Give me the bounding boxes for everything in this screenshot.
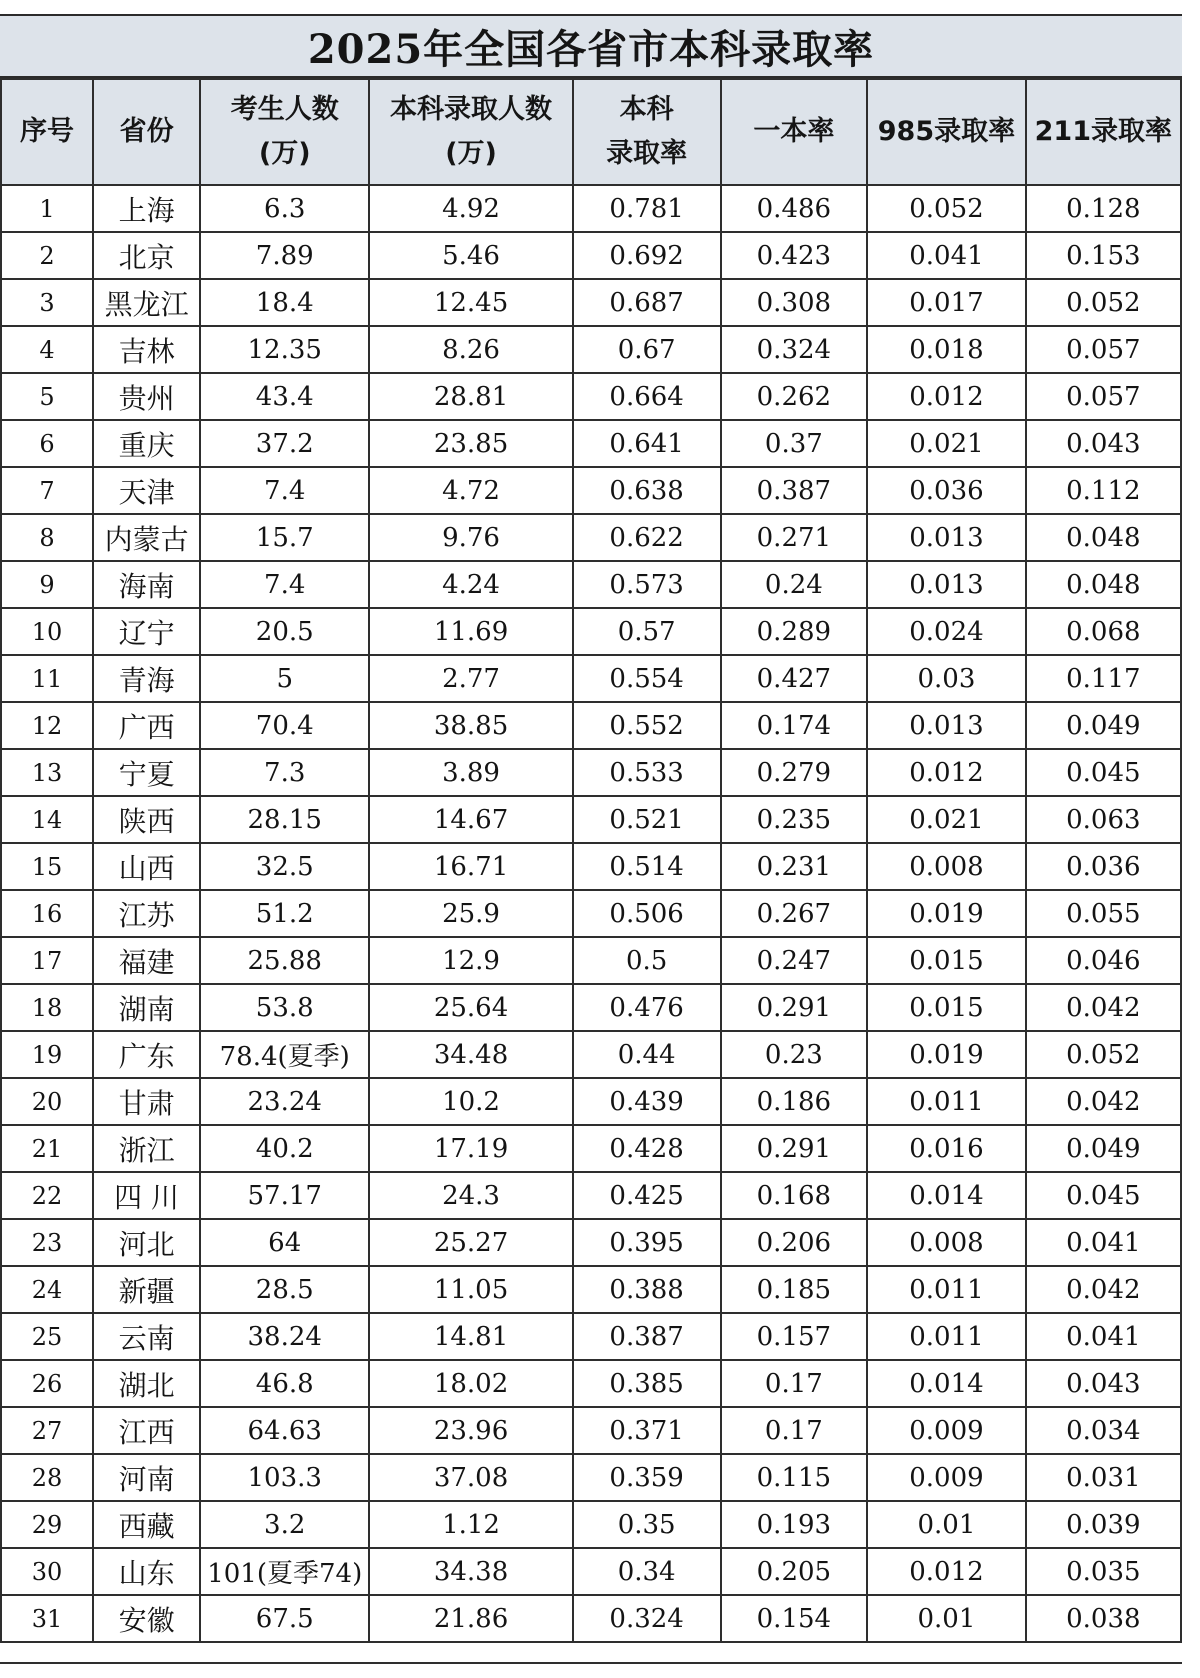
candidates-cell: 78.4(夏季) bbox=[200, 1031, 369, 1078]
admitted-cell: 23.85 bbox=[369, 420, 572, 467]
province-cell: 河南 bbox=[93, 1454, 200, 1501]
rate-985-cell: 0.024 bbox=[867, 608, 1025, 655]
row-index: 22 bbox=[1, 1172, 93, 1219]
row-index: 9 bbox=[1, 561, 93, 608]
table-row bbox=[1, 937, 1181, 984]
candidates-cell: 64.63 bbox=[200, 1407, 369, 1454]
table-row bbox=[1, 1172, 1181, 1219]
tier1-rate-cell: 0.23 bbox=[721, 1031, 868, 1078]
admitted-cell: 3.89 bbox=[369, 749, 572, 796]
table-row bbox=[1, 1125, 1181, 1172]
row-index: 12 bbox=[1, 702, 93, 749]
candidates-cell: 18.4 bbox=[200, 279, 369, 326]
rate-985-cell: 0.015 bbox=[867, 984, 1025, 1031]
row-index: 6 bbox=[1, 420, 93, 467]
province-cell: 辽宁 bbox=[93, 608, 200, 655]
candidates-cell: 20.5 bbox=[200, 608, 369, 655]
table-row bbox=[1, 984, 1181, 1031]
admission-rate-table bbox=[0, 78, 1182, 1643]
admission-rate-cell: 0.67 bbox=[573, 326, 721, 373]
row-index: 15 bbox=[1, 843, 93, 890]
rate-211-cell: 0.038 bbox=[1026, 1595, 1181, 1642]
candidates-cell: 70.4 bbox=[200, 702, 369, 749]
row-index: 29 bbox=[1, 1501, 93, 1548]
rate-211-cell: 0.046 bbox=[1026, 937, 1181, 984]
header-province: 省份 bbox=[93, 79, 200, 185]
tier1-rate-cell: 0.267 bbox=[721, 890, 868, 937]
header-tier1-rate: 一本率 bbox=[721, 79, 868, 185]
candidates-cell: 28.5 bbox=[200, 1266, 369, 1313]
tier1-rate-cell: 0.262 bbox=[721, 373, 868, 420]
rate-211-cell: 0.055 bbox=[1026, 890, 1181, 937]
province-cell: 浙江 bbox=[93, 1125, 200, 1172]
candidates-cell: 12.35 bbox=[200, 326, 369, 373]
rate-211-cell: 0.112 bbox=[1026, 467, 1181, 514]
tier1-rate-cell: 0.423 bbox=[721, 232, 868, 279]
rate-211-cell: 0.049 bbox=[1026, 1125, 1181, 1172]
admitted-cell: 25.27 bbox=[369, 1219, 572, 1266]
header-admission-rate: 本科 录取率 bbox=[573, 79, 721, 185]
tier1-rate-cell: 0.17 bbox=[721, 1360, 868, 1407]
table-row bbox=[1, 279, 1181, 326]
row-index: 16 bbox=[1, 890, 93, 937]
admitted-cell: 1.12 bbox=[369, 1501, 572, 1548]
row-index: 5 bbox=[1, 373, 93, 420]
rate-211-cell: 0.153 bbox=[1026, 232, 1181, 279]
tier1-rate-cell: 0.486 bbox=[721, 185, 868, 232]
tier1-rate-cell: 0.206 bbox=[721, 1219, 868, 1266]
rate-985-cell: 0.03 bbox=[867, 655, 1025, 702]
rate-211-cell: 0.042 bbox=[1026, 984, 1181, 1031]
province-cell: 西藏 bbox=[93, 1501, 200, 1548]
candidates-cell: 40.2 bbox=[200, 1125, 369, 1172]
tier1-rate-cell: 0.17 bbox=[721, 1407, 868, 1454]
table-row bbox=[1, 843, 1181, 890]
tier1-rate-cell: 0.168 bbox=[721, 1172, 868, 1219]
header-admitted: 本科录取人数 (万) bbox=[369, 79, 572, 185]
tier1-rate-cell: 0.247 bbox=[721, 937, 868, 984]
rate-211-cell: 0.043 bbox=[1026, 1360, 1181, 1407]
header-985-rate: 985录取率 bbox=[867, 79, 1025, 185]
row-index: 8 bbox=[1, 514, 93, 561]
admitted-cell: 25.64 bbox=[369, 984, 572, 1031]
row-index: 11 bbox=[1, 655, 93, 702]
rate-211-cell: 0.041 bbox=[1026, 1219, 1181, 1266]
admitted-cell: 18.02 bbox=[369, 1360, 572, 1407]
admission-rate-cell: 0.387 bbox=[573, 1313, 721, 1360]
rate-211-cell: 0.045 bbox=[1026, 749, 1181, 796]
candidates-cell: 28.15 bbox=[200, 796, 369, 843]
rate-985-cell: 0.021 bbox=[867, 796, 1025, 843]
province-cell: 江苏 bbox=[93, 890, 200, 937]
rate-985-cell: 0.01 bbox=[867, 1595, 1025, 1642]
tier1-rate-cell: 0.235 bbox=[721, 796, 868, 843]
tier1-rate-cell: 0.231 bbox=[721, 843, 868, 890]
province-cell: 广东 bbox=[93, 1031, 200, 1078]
table-row bbox=[1, 1031, 1181, 1078]
row-index: 17 bbox=[1, 937, 93, 984]
rate-985-cell: 0.019 bbox=[867, 1031, 1025, 1078]
admitted-cell: 37.08 bbox=[369, 1454, 572, 1501]
province-cell: 青海 bbox=[93, 655, 200, 702]
admitted-cell: 34.48 bbox=[369, 1031, 572, 1078]
candidates-cell: 46.8 bbox=[200, 1360, 369, 1407]
table-row bbox=[1, 514, 1181, 561]
province-cell: 甘肃 bbox=[93, 1078, 200, 1125]
candidates-cell: 23.24 bbox=[200, 1078, 369, 1125]
table-row bbox=[1, 326, 1181, 373]
tier1-rate-cell: 0.186 bbox=[721, 1078, 868, 1125]
header-row bbox=[1, 79, 1181, 185]
table-row bbox=[1, 1501, 1181, 1548]
tier1-rate-cell: 0.193 bbox=[721, 1501, 868, 1548]
row-index: 30 bbox=[1, 1548, 93, 1595]
row-index: 3 bbox=[1, 279, 93, 326]
admission-rate-cell: 0.554 bbox=[573, 655, 721, 702]
rate-985-cell: 0.018 bbox=[867, 326, 1025, 373]
province-cell: 安徽 bbox=[93, 1595, 200, 1642]
row-index: 13 bbox=[1, 749, 93, 796]
province-cell: 四 川 bbox=[93, 1172, 200, 1219]
row-index: 2 bbox=[1, 232, 93, 279]
tier1-rate-cell: 0.289 bbox=[721, 608, 868, 655]
rate-985-cell: 0.009 bbox=[867, 1407, 1025, 1454]
rate-211-cell: 0.048 bbox=[1026, 514, 1181, 561]
rate-985-cell: 0.014 bbox=[867, 1360, 1025, 1407]
admitted-cell: 14.67 bbox=[369, 796, 572, 843]
rate-985-cell: 0.013 bbox=[867, 561, 1025, 608]
table-row bbox=[1, 1219, 1181, 1266]
candidates-cell: 7.4 bbox=[200, 467, 369, 514]
admission-rate-cell: 0.552 bbox=[573, 702, 721, 749]
rate-211-cell: 0.041 bbox=[1026, 1313, 1181, 1360]
admission-rate-cell: 0.573 bbox=[573, 561, 721, 608]
admission-rate-cell: 0.44 bbox=[573, 1031, 721, 1078]
rate-985-cell: 0.015 bbox=[867, 937, 1025, 984]
province-cell: 海南 bbox=[93, 561, 200, 608]
province-cell: 山西 bbox=[93, 843, 200, 890]
rate-985-cell: 0.008 bbox=[867, 843, 1025, 890]
province-cell: 云南 bbox=[93, 1313, 200, 1360]
row-index: 23 bbox=[1, 1219, 93, 1266]
admitted-cell: 11.69 bbox=[369, 608, 572, 655]
admission-rate-cell: 0.514 bbox=[573, 843, 721, 890]
admission-rate-cell: 0.5 bbox=[573, 937, 721, 984]
row-index: 7 bbox=[1, 467, 93, 514]
admission-rate-cell: 0.428 bbox=[573, 1125, 721, 1172]
title-bar bbox=[0, 14, 1182, 78]
province-cell: 陕西 bbox=[93, 796, 200, 843]
admission-rate-cell: 0.371 bbox=[573, 1407, 721, 1454]
tier1-rate-cell: 0.324 bbox=[721, 326, 868, 373]
rate-211-cell: 0.042 bbox=[1026, 1078, 1181, 1125]
admission-rate-cell: 0.521 bbox=[573, 796, 721, 843]
table-row bbox=[1, 232, 1181, 279]
table-row bbox=[1, 655, 1181, 702]
candidates-cell: 64 bbox=[200, 1219, 369, 1266]
row-index: 19 bbox=[1, 1031, 93, 1078]
rate-211-cell: 0.057 bbox=[1026, 326, 1181, 373]
rate-985-cell: 0.013 bbox=[867, 514, 1025, 561]
table-row bbox=[1, 1360, 1181, 1407]
admission-rate-cell: 0.781 bbox=[573, 185, 721, 232]
admission-rate-cell: 0.359 bbox=[573, 1454, 721, 1501]
admitted-cell: 4.24 bbox=[369, 561, 572, 608]
candidates-cell: 57.17 bbox=[200, 1172, 369, 1219]
row-index: 24 bbox=[1, 1266, 93, 1313]
admission-rate-cell: 0.641 bbox=[573, 420, 721, 467]
tier1-rate-cell: 0.205 bbox=[721, 1548, 868, 1595]
row-index: 10 bbox=[1, 608, 93, 655]
admitted-cell: 2.77 bbox=[369, 655, 572, 702]
candidates-cell: 6.3 bbox=[200, 185, 369, 232]
table-title: 2025年全国各省市本科录取率 bbox=[307, 25, 875, 73]
row-index: 25 bbox=[1, 1313, 93, 1360]
tier1-rate-cell: 0.174 bbox=[721, 702, 868, 749]
candidates-cell: 32.5 bbox=[200, 843, 369, 890]
candidates-cell: 7.3 bbox=[200, 749, 369, 796]
row-index: 1 bbox=[1, 185, 93, 232]
province-cell: 上海 bbox=[93, 185, 200, 232]
admission-rate-cell: 0.395 bbox=[573, 1219, 721, 1266]
table-row bbox=[1, 749, 1181, 796]
table-row bbox=[1, 1595, 1181, 1642]
table-row bbox=[1, 702, 1181, 749]
table-row bbox=[1, 1548, 1181, 1595]
candidates-cell: 51.2 bbox=[200, 890, 369, 937]
admitted-cell: 34.38 bbox=[369, 1548, 572, 1595]
rate-211-cell: 0.031 bbox=[1026, 1454, 1181, 1501]
tier1-rate-cell: 0.154 bbox=[721, 1595, 868, 1642]
tier1-rate-cell: 0.115 bbox=[721, 1454, 868, 1501]
admission-rate-cell: 0.533 bbox=[573, 749, 721, 796]
admission-rate-cell: 0.425 bbox=[573, 1172, 721, 1219]
tier1-rate-cell: 0.387 bbox=[721, 467, 868, 514]
candidates-cell: 103.3 bbox=[200, 1454, 369, 1501]
rate-211-cell: 0.052 bbox=[1026, 1031, 1181, 1078]
admitted-cell: 14.81 bbox=[369, 1313, 572, 1360]
rate-211-cell: 0.057 bbox=[1026, 373, 1181, 420]
rate-985-cell: 0.052 bbox=[867, 185, 1025, 232]
table-row bbox=[1, 373, 1181, 420]
table-row bbox=[1, 1313, 1181, 1360]
admission-rate-cell: 0.664 bbox=[573, 373, 721, 420]
admission-rate-cell: 0.385 bbox=[573, 1360, 721, 1407]
candidates-cell: 5 bbox=[200, 655, 369, 702]
admission-rate-cell: 0.324 bbox=[573, 1595, 721, 1642]
rate-985-cell: 0.01 bbox=[867, 1501, 1025, 1548]
rate-985-cell: 0.021 bbox=[867, 420, 1025, 467]
candidates-cell: 7.89 bbox=[200, 232, 369, 279]
candidates-cell: 67.5 bbox=[200, 1595, 369, 1642]
row-index: 20 bbox=[1, 1078, 93, 1125]
row-index: 28 bbox=[1, 1454, 93, 1501]
tier1-rate-cell: 0.157 bbox=[721, 1313, 868, 1360]
admitted-cell: 9.76 bbox=[369, 514, 572, 561]
rate-211-cell: 0.042 bbox=[1026, 1266, 1181, 1313]
province-cell: 湖北 bbox=[93, 1360, 200, 1407]
rate-211-cell: 0.128 bbox=[1026, 185, 1181, 232]
row-index: 21 bbox=[1, 1125, 93, 1172]
rate-211-cell: 0.039 bbox=[1026, 1501, 1181, 1548]
tier1-rate-cell: 0.271 bbox=[721, 514, 868, 561]
candidates-cell: 101(夏季74) bbox=[200, 1548, 369, 1595]
admitted-cell: 23.96 bbox=[369, 1407, 572, 1454]
candidates-cell: 43.4 bbox=[200, 373, 369, 420]
admitted-cell: 5.46 bbox=[369, 232, 572, 279]
province-cell: 吉林 bbox=[93, 326, 200, 373]
admission-rate-cell: 0.439 bbox=[573, 1078, 721, 1125]
table-row bbox=[1, 1407, 1181, 1454]
rate-985-cell: 0.008 bbox=[867, 1219, 1025, 1266]
rate-985-cell: 0.041 bbox=[867, 232, 1025, 279]
rate-211-cell: 0.043 bbox=[1026, 420, 1181, 467]
admitted-cell: 17.19 bbox=[369, 1125, 572, 1172]
rate-211-cell: 0.035 bbox=[1026, 1548, 1181, 1595]
rate-985-cell: 0.012 bbox=[867, 1548, 1025, 1595]
admission-rate-cell: 0.506 bbox=[573, 890, 721, 937]
header-211-rate: 211录取率 bbox=[1026, 79, 1181, 185]
province-cell: 山东 bbox=[93, 1548, 200, 1595]
candidates-cell: 15.7 bbox=[200, 514, 369, 561]
admitted-cell: 10.2 bbox=[369, 1078, 572, 1125]
rate-211-cell: 0.117 bbox=[1026, 655, 1181, 702]
admission-rate-sheet bbox=[0, 14, 1182, 1664]
tier1-rate-cell: 0.291 bbox=[721, 1125, 868, 1172]
admission-rate-cell: 0.476 bbox=[573, 984, 721, 1031]
rate-985-cell: 0.017 bbox=[867, 279, 1025, 326]
admitted-cell: 11.05 bbox=[369, 1266, 572, 1313]
admitted-cell: 12.9 bbox=[369, 937, 572, 984]
candidates-cell: 3.2 bbox=[200, 1501, 369, 1548]
admission-rate-cell: 0.687 bbox=[573, 279, 721, 326]
province-cell: 贵州 bbox=[93, 373, 200, 420]
bottom-rule bbox=[0, 1662, 1182, 1664]
admitted-cell: 21.86 bbox=[369, 1595, 572, 1642]
rate-985-cell: 0.019 bbox=[867, 890, 1025, 937]
admitted-cell: 4.72 bbox=[369, 467, 572, 514]
table-row bbox=[1, 796, 1181, 843]
province-cell: 江西 bbox=[93, 1407, 200, 1454]
candidates-cell: 53.8 bbox=[200, 984, 369, 1031]
candidates-cell: 38.24 bbox=[200, 1313, 369, 1360]
province-cell: 北京 bbox=[93, 232, 200, 279]
rate-985-cell: 0.013 bbox=[867, 702, 1025, 749]
rate-985-cell: 0.011 bbox=[867, 1078, 1025, 1125]
admitted-cell: 38.85 bbox=[369, 702, 572, 749]
rate-211-cell: 0.052 bbox=[1026, 279, 1181, 326]
table-row bbox=[1, 467, 1181, 514]
admission-rate-cell: 0.638 bbox=[573, 467, 721, 514]
rate-985-cell: 0.011 bbox=[867, 1266, 1025, 1313]
tier1-rate-cell: 0.37 bbox=[721, 420, 868, 467]
tier1-rate-cell: 0.308 bbox=[721, 279, 868, 326]
rate-211-cell: 0.036 bbox=[1026, 843, 1181, 890]
province-cell: 广西 bbox=[93, 702, 200, 749]
province-cell: 天津 bbox=[93, 467, 200, 514]
candidates-cell: 7.4 bbox=[200, 561, 369, 608]
candidates-cell: 37.2 bbox=[200, 420, 369, 467]
tier1-rate-cell: 0.427 bbox=[721, 655, 868, 702]
admission-rate-cell: 0.34 bbox=[573, 1548, 721, 1595]
row-index: 31 bbox=[1, 1595, 93, 1642]
tier1-rate-cell: 0.185 bbox=[721, 1266, 868, 1313]
province-cell: 福建 bbox=[93, 937, 200, 984]
province-cell: 黑龙江 bbox=[93, 279, 200, 326]
admission-rate-cell: 0.388 bbox=[573, 1266, 721, 1313]
rate-985-cell: 0.012 bbox=[867, 749, 1025, 796]
row-index: 4 bbox=[1, 326, 93, 373]
table-row bbox=[1, 890, 1181, 937]
admitted-cell: 24.3 bbox=[369, 1172, 572, 1219]
row-index: 27 bbox=[1, 1407, 93, 1454]
admission-rate-cell: 0.35 bbox=[573, 1501, 721, 1548]
admission-rate-cell: 0.622 bbox=[573, 514, 721, 561]
tier1-rate-cell: 0.291 bbox=[721, 984, 868, 1031]
province-cell: 河北 bbox=[93, 1219, 200, 1266]
rate-211-cell: 0.049 bbox=[1026, 702, 1181, 749]
rate-985-cell: 0.014 bbox=[867, 1172, 1025, 1219]
province-cell: 重庆 bbox=[93, 420, 200, 467]
admitted-cell: 4.92 bbox=[369, 185, 572, 232]
province-cell: 新疆 bbox=[93, 1266, 200, 1313]
rate-985-cell: 0.011 bbox=[867, 1313, 1025, 1360]
table-row bbox=[1, 1454, 1181, 1501]
rate-985-cell: 0.016 bbox=[867, 1125, 1025, 1172]
rate-985-cell: 0.036 bbox=[867, 467, 1025, 514]
admission-rate-cell: 0.57 bbox=[573, 608, 721, 655]
rate-985-cell: 0.012 bbox=[867, 373, 1025, 420]
rate-985-cell: 0.009 bbox=[867, 1454, 1025, 1501]
table-body bbox=[1, 185, 1181, 1642]
header-index: 序号 bbox=[1, 79, 93, 185]
rate-211-cell: 0.045 bbox=[1026, 1172, 1181, 1219]
table-row bbox=[1, 420, 1181, 467]
rate-211-cell: 0.048 bbox=[1026, 561, 1181, 608]
row-index: 26 bbox=[1, 1360, 93, 1407]
admission-rate-cell: 0.692 bbox=[573, 232, 721, 279]
table-row bbox=[1, 185, 1181, 232]
table-row bbox=[1, 1266, 1181, 1313]
table-row bbox=[1, 561, 1181, 608]
candidates-cell: 25.88 bbox=[200, 937, 369, 984]
admitted-cell: 12.45 bbox=[369, 279, 572, 326]
admitted-cell: 8.26 bbox=[369, 326, 572, 373]
row-index: 18 bbox=[1, 984, 93, 1031]
rate-211-cell: 0.063 bbox=[1026, 796, 1181, 843]
province-cell: 宁夏 bbox=[93, 749, 200, 796]
admitted-cell: 16.71 bbox=[369, 843, 572, 890]
province-cell: 湖南 bbox=[93, 984, 200, 1031]
table-row bbox=[1, 1078, 1181, 1125]
row-index: 14 bbox=[1, 796, 93, 843]
province-cell: 内蒙古 bbox=[93, 514, 200, 561]
admitted-cell: 25.9 bbox=[369, 890, 572, 937]
admitted-cell: 28.81 bbox=[369, 373, 572, 420]
table-row bbox=[1, 608, 1181, 655]
header-candidates: 考生人数 (万) bbox=[200, 79, 369, 185]
rate-211-cell: 0.068 bbox=[1026, 608, 1181, 655]
tier1-rate-cell: 0.24 bbox=[721, 561, 868, 608]
rate-211-cell: 0.034 bbox=[1026, 1407, 1181, 1454]
tier1-rate-cell: 0.279 bbox=[721, 749, 868, 796]
